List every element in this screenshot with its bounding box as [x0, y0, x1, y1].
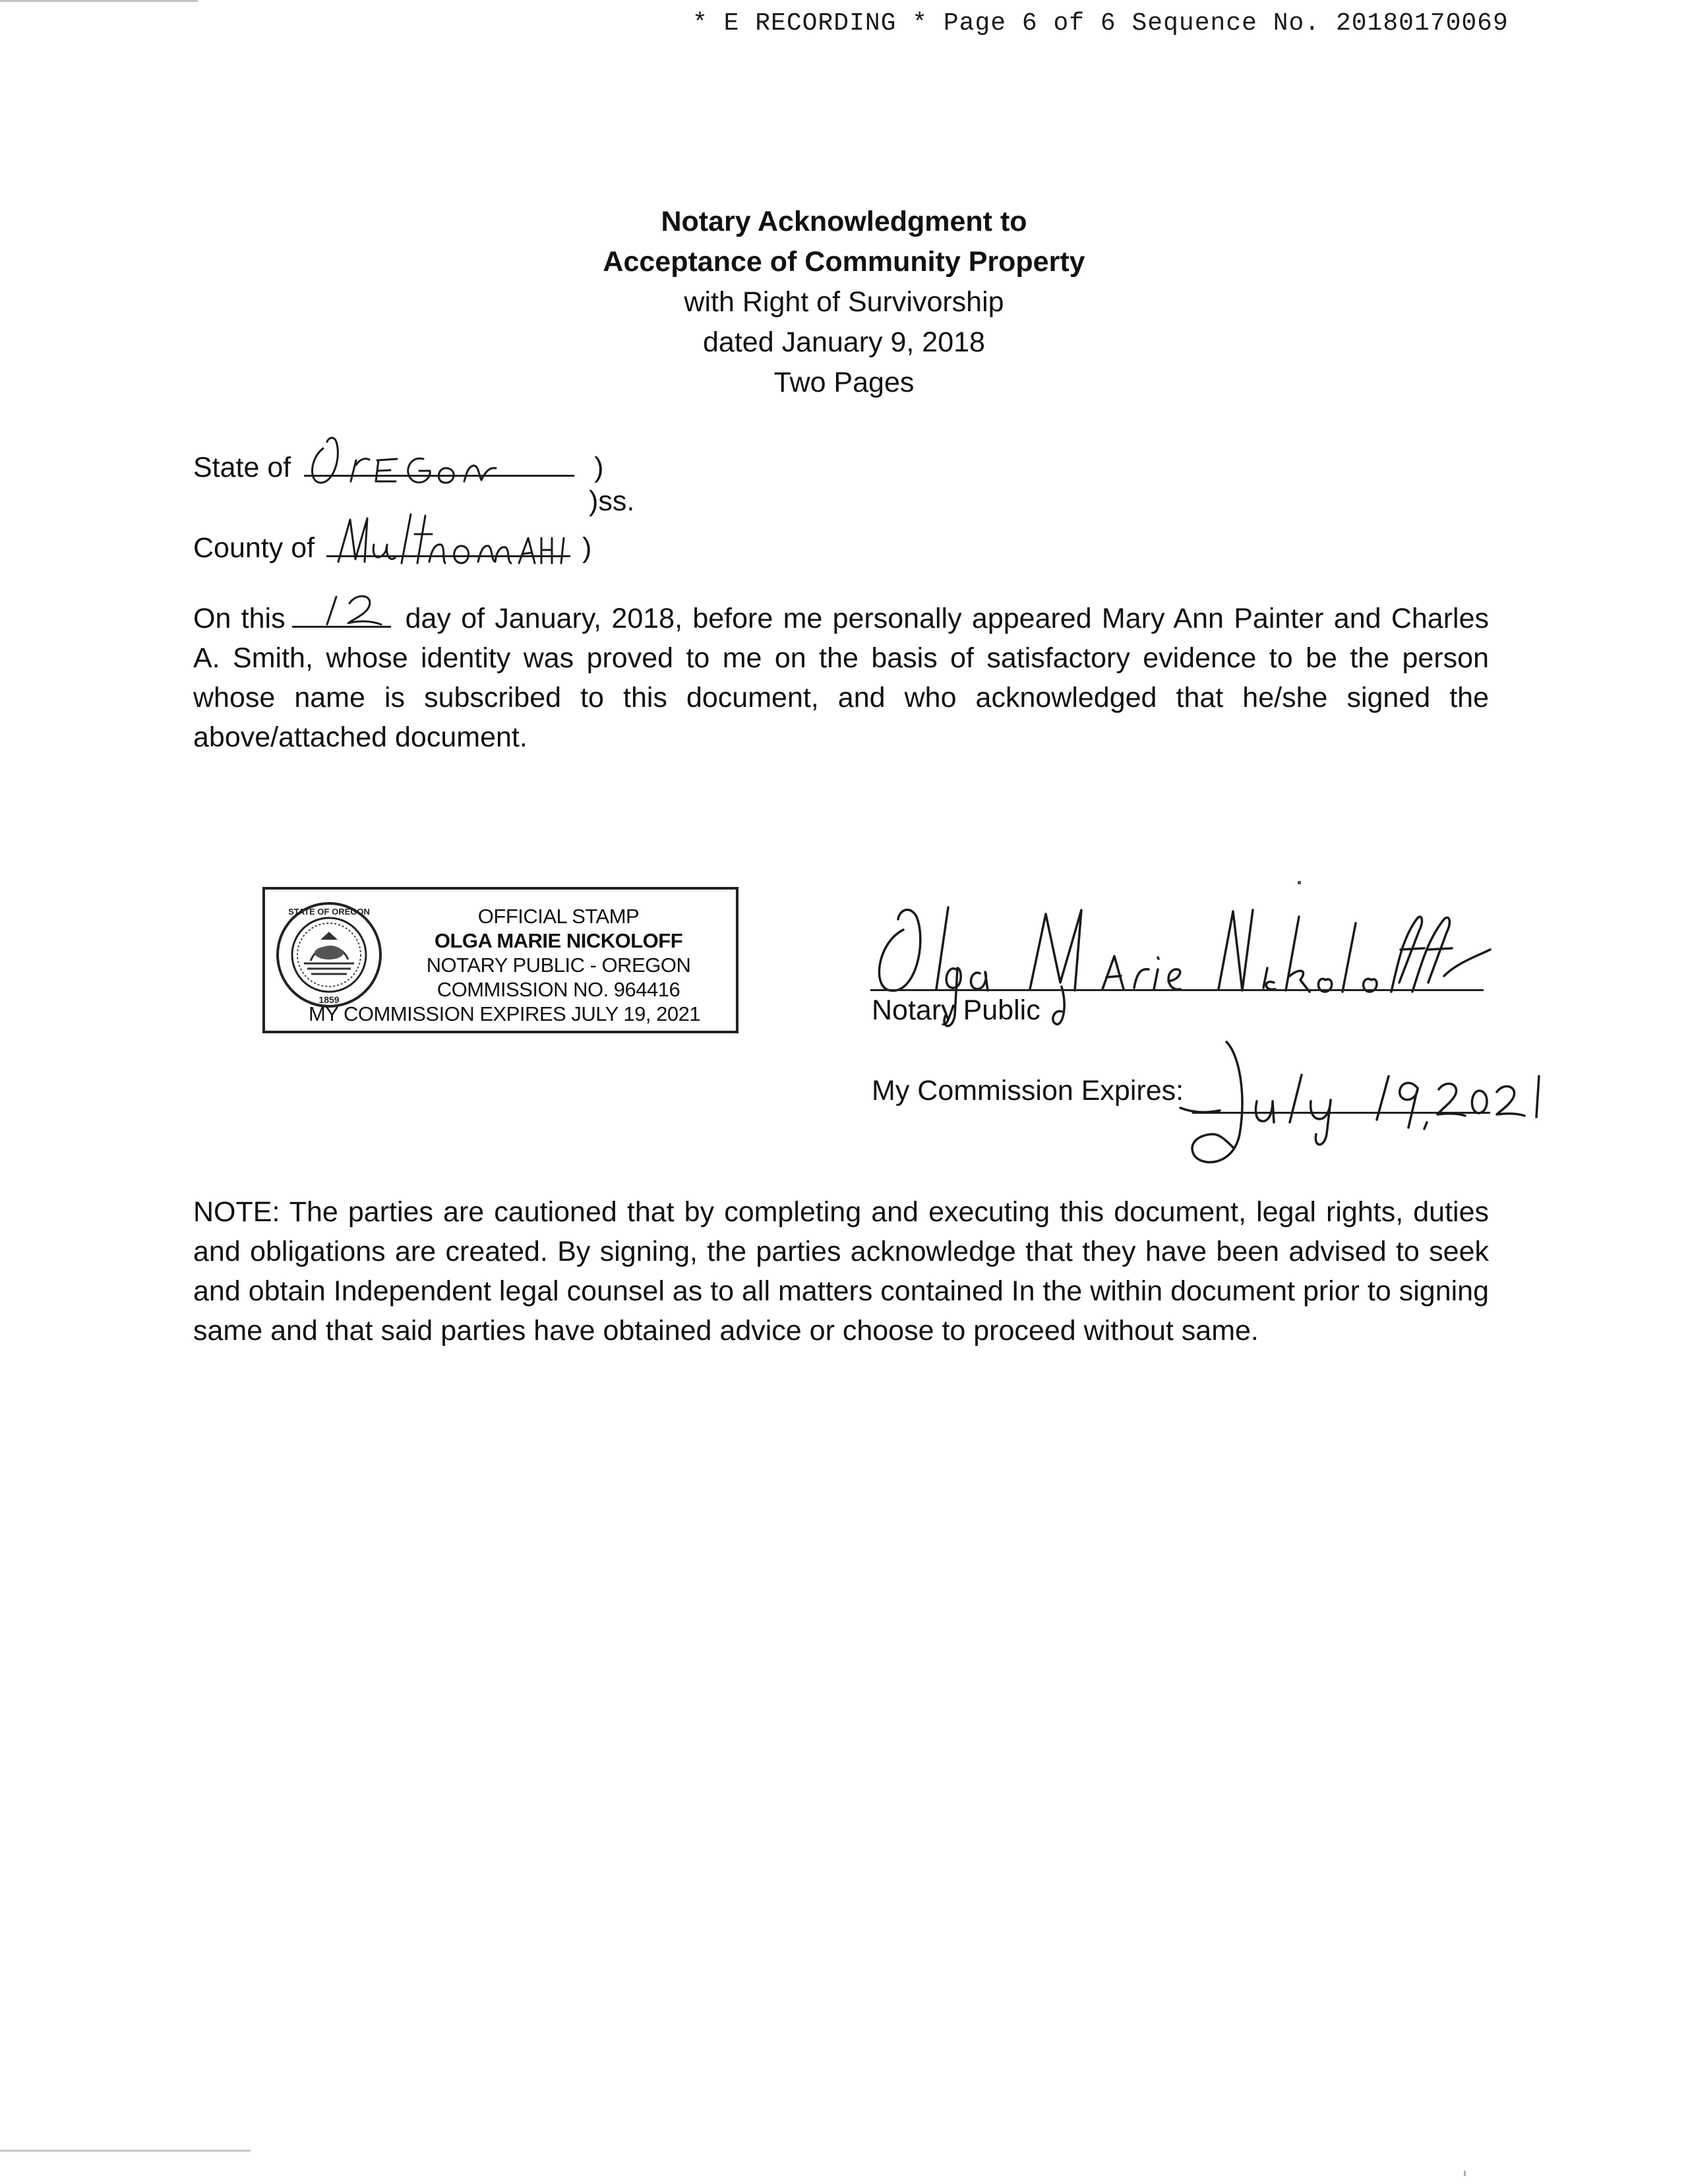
title-line-2: Acceptance of Community Property: [603, 246, 1085, 278]
seal-year: 1859: [318, 994, 340, 1005]
stamp-line-4: COMMISSION NO. 964416: [437, 978, 680, 1001]
document-title-block: [0, 202, 1688, 403]
county-label: County of: [193, 532, 315, 564]
on-this-label: On this: [193, 603, 286, 634]
signature-line: [870, 989, 1484, 991]
county-close-paren: ): [582, 532, 592, 564]
scan-speck: [1298, 881, 1301, 884]
stamp-line-3: NOTARY PUBLIC - OREGON: [426, 954, 691, 977]
scan-edge-artifact-bottom: [0, 2150, 251, 2152]
title-line-5: Two Pages: [773, 367, 915, 398]
oregon-state-seal-icon: [274, 900, 384, 1010]
recording-header: * E RECORDING * Page 6 of 6 Sequence No. 20180170069: [692, 9, 1509, 38]
official-notary-stamp: [262, 887, 738, 1033]
stamp-line-1: OFFICIAL STAMP: [477, 905, 640, 928]
acknowledgment-text: day of January, 2018, before me personally appeared Mary Ann Painter and Charles A. Smith, whose identity was proved to me on the basis of satisfactory evidence to be the person whose name is subscribed to this document, and who acknowledged that he/she signed the above/attached document.: [193, 603, 1489, 753]
state-label: State of: [193, 452, 291, 483]
notary-public-label: Notary Public: [872, 994, 1040, 1026]
scan-edge-artifact-top: [0, 0, 198, 2]
handwritten-expiration-date: [1141, 1035, 1550, 1174]
state-close-paren: ): [594, 452, 604, 483]
stamp-line-2: OLGA MARIE NICKOLOFF: [434, 929, 683, 952]
title-line-1: Notary Acknowledgment to: [661, 206, 1027, 237]
title-line-4: dated January 9, 2018: [703, 326, 985, 358]
handwritten-state-value: [303, 429, 580, 488]
scan-speck: [1464, 2171, 1466, 2176]
stamp-line-5: MY COMMISSION EXPIRES JULY 19, 2021: [308, 1002, 701, 1025]
commission-expires-label: My Commission Expires:: [872, 1075, 1184, 1107]
venue-ss: )ss.: [589, 485, 635, 517]
seal-text-top: STATE OF OREGON: [288, 907, 370, 917]
handwritten-county-value: [333, 508, 584, 567]
title-line-3: with Right of Survivorship: [684, 286, 1004, 318]
handwritten-day-value: [310, 584, 402, 636]
stamp-text-block: [390, 904, 727, 1002]
note-paragraph: NOTE: The parties are cautioned that by completing and executing this document, legal rights, duties and obligations are created. By signing, the parties acknowledge that they have been advised to seek and obtain Independent legal counsel as to all matters contained In the within document prior to signing same and that said parties have obtained advice or choose to proceed without same.: [193, 1196, 1489, 1347]
